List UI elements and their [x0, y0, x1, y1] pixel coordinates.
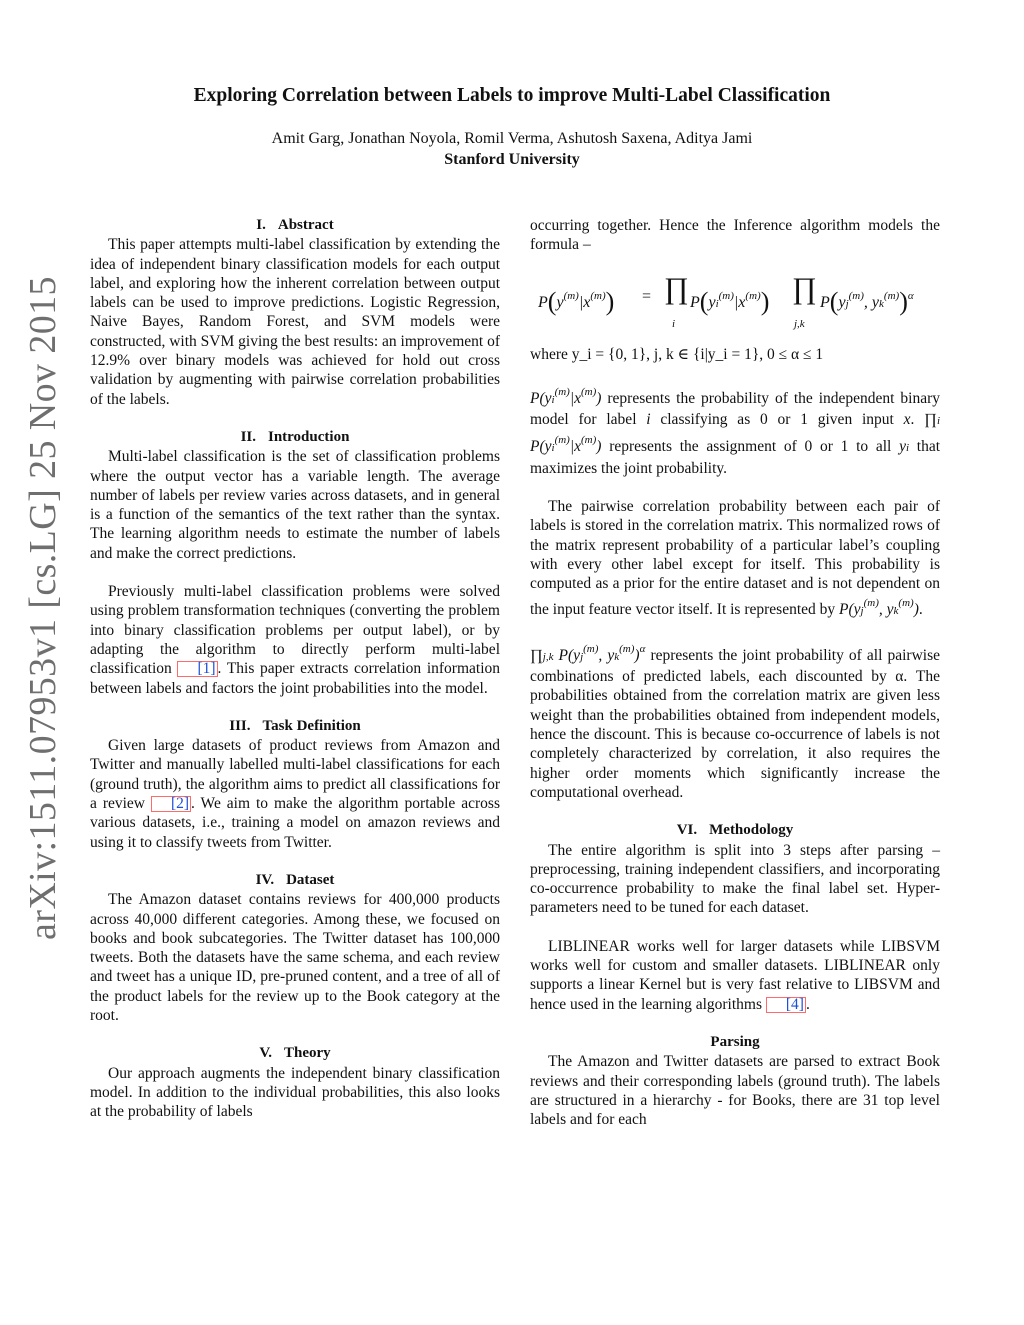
section-heading-abstract: I. Abstract	[256, 217, 334, 233]
paper-title: Exploring Correlation between Labels to improve Multi-Label Classification	[193, 85, 831, 106]
author-list: Amit Garg, Jonathan Noyola, Romil Verma, Ashutosh Saxena, Aditya Jami	[271, 130, 753, 147]
affiliation: Stanford University	[444, 151, 580, 168]
theory-paragraph-3: The pairwise correlation probability between each pair of labels is stored in the correlation matrix. This normalized rows of the matrix represent probability of a particular label’s coupling with every other label except for itself. This probability is computed as a prior for the entire dataset and is not dependent on the input feature vector itself. It is represented by $P(yj^{(m)}$, $yk^{(m)}$).	[530, 498, 940, 618]
author-block	[0, 128, 1024, 170]
inference-equation: $P(y^{(m)}|x^{(m)})$ = ∏ i $P(yi^{(m)}|x^{(m)})$ ∏ j,k $P(yj^{(m)}$, $yk^{(m)})^\alpha$	[538, 271, 914, 330]
citation-link-1[interactable]: [1]	[177, 661, 217, 677]
theory-paragraph-1-continued: occurring together. Hence the Inference algorithm models the formula –	[530, 217, 940, 254]
methodology-paragraph-2: LIBLINEAR works well for larger datasets while LIBSVM works well for custom and smaller datasets. LIBLINEAR only supports a linear Kernel but is very fast relative to LIBSVM and hence used in the learning algorithms [4] .	[530, 937, 940, 1013]
section-heading-task-definition: III. Task Definition	[229, 717, 361, 734]
citation-link-2[interactable]: [2]	[151, 796, 191, 812]
introduction-paragraph-2: Previously multi-label classification problems were solved using problem transformation techniques (converting the problem into binary classification problems per output label), or by adapting the algorithm to directly perform multi-label classification [1] . This paper extracts correlation information between labels and factors the joint probabilities into the model.	[90, 583, 501, 697]
section-heading-theory: V. Theory	[259, 1045, 331, 1062]
section-heading-dataset: IV. Dataset	[255, 871, 335, 888]
citation-link-4[interactable]: [4]	[766, 997, 806, 1013]
theory-paragraph-2: $P(yi^{(m)}|x^{(m)})$ represents the probability of the independent binary model for label i classifying as 0 or 1 given input x. ∏i $P(yi^{(m)}|x^{(m)})$ represents the assignment of 0 or 1 to all yi that maximizes the joint probability.	[530, 385, 941, 477]
theory-paragraph-1: Our approach augments the independent binary classification model. In addition to the individual probabilities, this also looks at the probability of labels	[90, 1064, 500, 1121]
equation-conditions: where y_i = {0, 1}, j, k ∈ {i|y_i = 1}, 0 ≤ α ≤ 1	[530, 345, 824, 363]
subsection-heading-parsing: Parsing	[710, 1033, 760, 1050]
methodology-paragraph-1: The entire algorithm is split into 3 steps after parsing – preprocessing, training independent classifiers, and incorporating co-occurrence probability to make the final label set. Hyper-parameters need to be tuned for each dataset.	[530, 841, 940, 917]
left-column	[90, 216, 500, 1121]
section-heading-methodology: VI. Methodology	[676, 822, 794, 839]
parsing-paragraph: The Amazon and Twitter datasets are parsed to extract Book reviews and their corresponding labels (ground truth). The labels are structured in a hierarchy - for Books, there are 31 top level labels and for each	[530, 1053, 940, 1129]
right-column	[530, 216, 940, 1129]
section-heading-introduction: II. Introduction	[240, 428, 350, 445]
abstract-text: This paper attempts multi-label classification by extending the idea of independent binary classification models for each output label, and exploring how the inherent correlation between output labels can be used to improve predictions. Logistic Regression, Naive Bayes, Random Forest, and SVM models were constructed, with SVM giving the best results: an improvement of 12.9% over binary models was achieved for hold out cross validation by augmenting with pairwise correlation probabilities of the labels.	[90, 236, 500, 408]
dataset-paragraph: The Amazon dataset contains reviews for 400,000 products across 40,000 different categories. Among these, we focused on books and book subcategories. The Twitter dataset has 100,000 tweets. Both the datasets have the same schema, and each review and tweet has a unique ID, pre-pruned content, and a tree of all of the product labels for the review up to the Book category at the root.	[90, 891, 500, 1024]
arxiv-identifier: arXiv:1511.07953v1 [cs.LG] 25 Nov 2015	[22, 276, 64, 940]
introduction-paragraph-1: Multi-label classification is the set of classification problems where the output vector has a variable length. The average number of labels per review varies across datasets, and in general is a function of the semantics of the text rather than the syntax. The learning algorithm needs to estimate the number of labels and make the correct predictions.	[90, 448, 500, 562]
theory-paragraph-4: ∏j,k $P(yj^{(m)}$, $yk^{(m)})^\alpha$ represents the joint probability of all pairwise combinations of predicted labels, each discounted by α. The probabilities obtained from the correlation matrix are given less weight than the probabilities obtained from independent models, hence the discount. This is because co-occurrence of labels is not completely characterized by correlation, it also requires the higher order moments which significantly increase the computational overhead.	[530, 642, 940, 801]
task-definition-paragraph: Given large datasets of product reviews from Amazon and Twitter and manually labelled multi-label classifications for each (ground truth), the algorithm aims to predict all classifications for a review [2] . We aim to make the algorithm portable across various datasets, i.e., training a model on amazon reviews and using it to classify tweets from Twitter.	[90, 737, 500, 851]
